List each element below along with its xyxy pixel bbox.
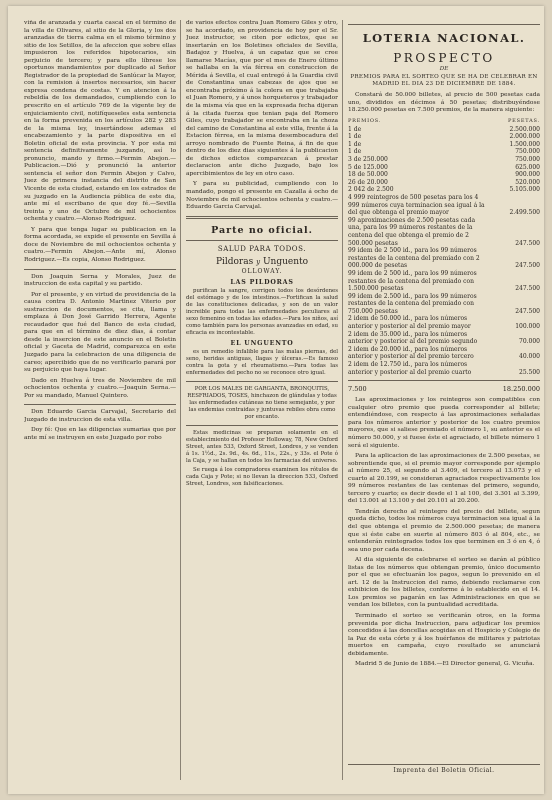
prize-row xyxy=(348,315,540,330)
prize-row xyxy=(348,331,540,346)
rules-paragraph-4: Al dia siguiente de celebrarse el sorteo se darán al público listas de los números que obtengan premio, único documento por el que se efectuarán los pagos, segun lo prevenido en el art. 12 de la Instruccion del ramo, debiendo reclamarse con exhibicion de los billetes, conforme á lo establecido en el 14. Los premios se pagarán en las Administraciones en que se vendan los billetes, con la puntualidad acreditada. xyxy=(348,557,540,609)
prize-description: 18 de 50.000 xyxy=(348,171,388,179)
prize-amount: 750.000 xyxy=(515,148,540,156)
ad-warning-text: Se ruega á los compradores examinen los rótulos de cada Caja y Pote; si no llevan la direccion 533, Oxford Street, Londres, son falsificaciones. xyxy=(186,466,338,487)
prize-row xyxy=(348,194,540,217)
ad-subheading-ointment: EL UNGUENTO xyxy=(230,339,294,347)
prize-amount: 40.000 xyxy=(519,353,540,361)
divider xyxy=(24,404,176,405)
ad-product-ointment: Unguento xyxy=(262,256,309,267)
total-prizes: 7.500 xyxy=(348,385,367,394)
citation-signature: Dado en Huelva á tres de Noviembre de mil ochocientos ochenta y cuatro.—Joaquin Serna.—Por su mandado, Manuel Quintero. xyxy=(24,377,176,399)
prize-row xyxy=(348,247,540,270)
prize-description: 2 idem de 20.000 id., para los números anterior y posterior al del premio tercero xyxy=(348,345,474,361)
prize-description: 1 de xyxy=(348,133,362,141)
prize-amount: 750.000 xyxy=(515,156,540,164)
prize-table xyxy=(348,126,540,377)
prize-amount: 2.500.000 xyxy=(509,125,540,133)
prize-row xyxy=(348,156,540,164)
citation-text: Por el presente, y en virtud de providencia de la causa contra D. Antonio Martinez Viterio por sustraccion de documentos, se cita, llama y emplaza á Don José Garrido Herrera, Agente recaudador que fué del Banco de esta ciudad, para que en el término de diez dias, á contar desde la insercion de este anuncio en el Boletin oficial y Gaceta de Madrid, comparezca en este Juzgado para la celebracion de una diligencia de careo; apercibido que de no verificarlo parará por su perjuicio que haya lugar. xyxy=(24,291,176,374)
sentence-text: viña de aranzada y cuarta cascal en el término de la villa de Olivares, al sitio de la Gloria, y los dos aranzadas de tierra calma en el mismo término y sitio de los Setillos, de la afeccion que sobre ellas impusieron los referidos hipotecarios, sin perjuicio de tercero; y para ello líbrese los oportunos mandamientos por duplicado al Señor Registrador de la propiedad de Sanlúcar la Mayor, con la remision á insertos necesarios, sin hacer expresa condena de costas. Y en atencion á la rebeldía de los demandados, cumpliendo con lo prescrito en el artículo 769 de la vigente ley de enjuiciamiento civil, notifíqueseles esta sentencia en la forma prevenida en los artículos 282 y 283 de la misma ley, insertándose ademas el encabezamiento y la parte dispositiva en el Boletin oficial de esta provincia. Y por esta mi sentencia definitivamente juzgando, así lo pronuncio, mando y firmo.—Fermin Abejon.—Publicacion.—Dió y pronunció la anterior sentencia el señor don Fermin Abejon y Calvo, Juez de primera instancia del distrito de San Vicente de esta ciudad, estando en los estrados de su juzgado en la Audiencia pública de este dia, ante mí el escribano de que doy fé.—Sevilla treinta y uno de Octubre de mil ochocientos ochenta y cuatro.—Alonso Rodriguez. xyxy=(24,20,176,223)
column-rule xyxy=(180,20,181,780)
prize-amount: 900.000 xyxy=(515,171,540,179)
prospectus-title: PROSPECTO xyxy=(393,51,495,65)
prize-row xyxy=(348,179,540,187)
divider xyxy=(348,380,540,381)
prize-description: 1 de xyxy=(348,148,362,156)
judge-heading: Don Joaquin Serna y Morales, Juez de instruccion de esta capital y su partido. xyxy=(24,273,176,288)
prize-description: 99 idem de 2 500 id., para los 99 números restantes de la centena del premiado con 2 000.000 de pesetas xyxy=(348,247,480,270)
ad-slogan: SALUD PARA TODOS. xyxy=(217,244,307,253)
edict-text: de varios efectos contra Juan Romero Giles y otro, se ha acordado, en providencia de hoy por el Sr. Juez instructor, se citen por edictos, que se insertarán en los Boletines oficiales de Sevilla, Badajoz y Huelva, á un capataz que se cree llamarse Macías, que por el mes de Enero último se hallaba en la vía férrea en construccion de Mérida á Sevilla, el cual entregó á la Guardia civil de Constantina unas cabezas de ajos que se encontraba próximo á la colera en que trabajaba el Juan Romero, y á unos horqueteros y trabajador de la misma vía que en la expresada fecha dijeran á la citada fuerza que tenian paja del Romero Giles, cuyo trabajador se encontraba en la choza del camino de Constantina al este villa, frente á la Estacion férrea, en la misma desembocadura del arroyo nombrado de Fuente Reina, á fin de que dentro de los diez dias siguientes á la publicacion de dichos edictos comparezcan á prestar declaracion ante dicho Juzgado, bajo los apercibimientos de ley en otro caso. xyxy=(186,20,338,177)
prize-amount: 25.500 xyxy=(519,368,540,376)
prize-amount: 2.000.000 xyxy=(509,133,540,141)
ad-pills-text: purifican la sangre, corrigen todos los desórdenes del estómago y de los intestinos.—Fortifican la salud de las constituciones delicadas, y son de un valor increible para todas las enfermedades peculiares al sexo femenino en todas las edades.—Para los niños, así como también para los personas avanzadas en edad, su eficacia es incontestable. xyxy=(186,287,338,336)
divider xyxy=(186,240,338,241)
prospectus-intro: Constará de 50.000 billetes, al precio de 500 pesetas cada uno, divididos en décimos á 50 pesetas; distribuyéndose 18.250.000 pesetas en 7.500 premios, de la manera siguiente: xyxy=(348,92,540,114)
ad-ointment-text: es un remedio infalible para las malas piernas, del seno, heridas antiguas, llagas y úlceras.—Es famoso contra la gota y el rheumatismo.—Para todas las enfermedades del pecho no se reconoce otro igual. xyxy=(186,348,338,376)
prize-amount: 5.105.000 xyxy=(509,186,540,194)
prize-description: 5 de 125.000 xyxy=(348,163,388,171)
prize-amount: 70.000 xyxy=(519,338,540,346)
amount-col-label: PESETAS. xyxy=(508,117,540,124)
section-title: Parte no oficial. xyxy=(211,224,313,236)
prize-row xyxy=(348,217,540,247)
divider xyxy=(186,216,338,219)
prize-row xyxy=(348,133,540,141)
divider xyxy=(186,381,338,382)
prize-row xyxy=(348,171,540,179)
column-3 xyxy=(348,20,540,672)
rules-signature: Madrid 5 de Junio de 1884.—El Director general, G. Vicuña. xyxy=(355,661,535,668)
ad-manufacturer-text: Estas medicinas se preparan solamente en el establecimiento del Profesor Holloway, 78, New Oxford Street, antes 533, Oxford Street, Londres, y se venden á 1s. 1½d., 2s. 9d., 4s. 6d., 11s., 22s., y 33s. el Pote ó la Caja, y se hallan en todos los farmacias del universo. xyxy=(186,429,338,464)
column-1 xyxy=(24,20,176,445)
divider xyxy=(348,24,540,25)
prize-row xyxy=(348,126,540,134)
prize-amount: 1.500.000 xyxy=(509,140,540,148)
ad-ailments-text: POR LOS MALES DE GARGANTA, BRONQUITIS, RESFRIADOS, TOSES, hinchazon de glándulas y todas las enfermedades cutáneas no tiene semejante, y por las endemias contraidas y juntuvas rebiles obra como por encanto. xyxy=(187,385,337,420)
prospectus-de: DE xyxy=(439,66,449,72)
rules-paragraph-2: Para la aplicacion de las aproximaciones de 2.500 pesetas, se sobrentiende que, si el premio mayor corresponde por ejemplo al número 25, el segundo al 3.409, el tercero al 13.073 y el cuarto al 20.199, se consideran agraciados respectivamente los 99 números restantes de las centenas del primero, segundo, tercero y cuarto; es decir desde el 1 al 100, del 3.301 al 3.399, del 13.001 al 13.100 y del 20.101 al 20.200. xyxy=(348,453,540,505)
rules-paragraph-1: Las aproximaciones y los reintegros son compatibles con cualquier otro premio que pueda corresponder al billete; entendiéndose, con respecto á las aproximaciones señaladas para los números anterior y posterior de los cuatro premios mayores, que si saliese premiado el número 1, su anterior es el número 50.000, y si fuese éste el agraciado, el billete número 1 será el siguiente. xyxy=(348,397,540,449)
prize-row xyxy=(348,346,540,361)
publication-text: Y para que tenga lugar su publicacion en la forma acordada, se expide el presente en Sevilla á doce de Noviembre de mil ochocientos ochenta y cuatro.—Fermin Abejon.—Ante mí, Alonso Rodriguez.—Es copia, Alonso Rodriguez. xyxy=(24,226,176,263)
printer-footer: Imprenta del Boletin Oficial. xyxy=(348,764,540,774)
ad-subheading-pills: LAS PILDORAS xyxy=(230,278,294,286)
prize-amount: 100.000 xyxy=(515,323,540,331)
prize-row xyxy=(348,141,540,149)
rules-paragraph-3: Tendrán derecho al reintegro del precio del billete, segun queda dicho, todos los números cuya terminacion sea igual á la del que obtenga el premio de 2.500.000 pesetas; de manera que si éste cabe en suerte al número 803 ó al 804, etc., se entenderán reintegrados todos los que terminen en 3 ó en 4, ó sea uno por cada decena. xyxy=(348,508,540,553)
edict-signature: Y para su publicidad, cumpliendo con lo mandado, pongo el presente en Cazalla á ocho de Noviembre de mil ochocientos ochenta y cuatro.—Eduardo Garcia Carvajal. xyxy=(186,181,338,211)
prize-row xyxy=(348,270,540,293)
prize-description: 99 idem de 2.500 id., para los 99 números restantes de la centena del premiado con 750.000 pesetas xyxy=(348,292,477,315)
prize-totals xyxy=(348,385,540,393)
column-rule xyxy=(342,20,343,780)
secretary-text: Doy fé: Que en las diligencias sumarias que por ante mí se instruyen en este Juzgado por robo xyxy=(24,427,176,441)
prize-description: 99 idem de 2 500 id., para los 99 números restantes de la centena del premiado con 1.500.000 pesetas xyxy=(348,269,477,293)
prospectus-subtitle: PREMIOS PARA EL SORTEO QUE SE HA DE CELEBRAR EN MADRID EL DIA 23 DE DICIEMBRE DE 1884. xyxy=(350,74,538,87)
divider xyxy=(24,269,176,270)
prize-amount: 247.500 xyxy=(515,285,540,293)
prize-description: 26 de 20.000 xyxy=(348,178,388,186)
column-2 xyxy=(186,20,338,490)
ad-product-and: y xyxy=(256,257,261,266)
ad-product-name xyxy=(186,257,338,267)
ad-brand: OLLOWAY. xyxy=(241,267,283,275)
prize-amount: 2.499.500 xyxy=(509,209,540,217)
prize-description: 3 de 250.000 xyxy=(348,156,388,164)
prize-amount: 247.500 xyxy=(515,239,540,247)
ad-product-pills: Pildoras xyxy=(215,256,254,267)
prize-description: 2 idem de 12.750 id., para los números anterior y posterior al del premio cuarto xyxy=(348,361,472,376)
prize-row xyxy=(348,186,540,194)
prize-description: 2 042 de 2.500 xyxy=(348,186,394,194)
prize-description: 1 de xyxy=(348,125,362,133)
divider xyxy=(186,425,338,426)
newspaper-page xyxy=(8,6,544,794)
prize-description: 4 999 reintegros de 500 pesetas para los 4 999 números cuya terminacion sea igual á la del que obtenga el premio mayor xyxy=(348,193,485,217)
prize-amount: 247.500 xyxy=(515,307,540,315)
prize-table-header xyxy=(348,118,540,124)
prize-row xyxy=(348,164,540,172)
prize-row xyxy=(348,361,540,376)
secretary-heading: Don Eduardo Garcia Carvajal, Secretario del Juzgado de instruccion de esta villa. xyxy=(24,409,176,423)
prize-description: 2 idem de 50.000 id., para los números anterior y posterior al del premio mayor xyxy=(348,315,471,331)
prize-amount: 520.000 xyxy=(515,178,540,186)
prize-description: 99 aproximaciones de 2.500 pesetas cada una, para los 99 números restantes de la centena del que obtenga el premio de 2 500.000 pesetas xyxy=(348,216,476,247)
prize-description: 2 idem de 35.000 id., para los números anterior y posterior al del premio segundo xyxy=(348,330,478,346)
prize-row xyxy=(348,293,540,316)
rules-paragraph-5: Terminado el sorteo se verificarán otros, en la forma prevenida por dicha Instruccion, para adjudicar los premios concedidos á las doncellas acogidas en el Hospicio y Colegio de la Paz de esta córte y á los huérfanos de militares y patriotas muertos en campaña, cuyo resultado se anunciará debidamente. xyxy=(348,613,540,657)
lottery-title: LOTERIA NACIONAL. xyxy=(362,31,526,45)
prize-amount: 247.500 xyxy=(515,262,540,270)
total-amount: 18.250.000 xyxy=(502,385,540,394)
prize-row xyxy=(348,148,540,156)
prize-description: 1 de xyxy=(348,140,362,148)
prize-col-label: PREMIOS. xyxy=(348,117,382,124)
prize-amount: 625.000 xyxy=(515,163,540,171)
